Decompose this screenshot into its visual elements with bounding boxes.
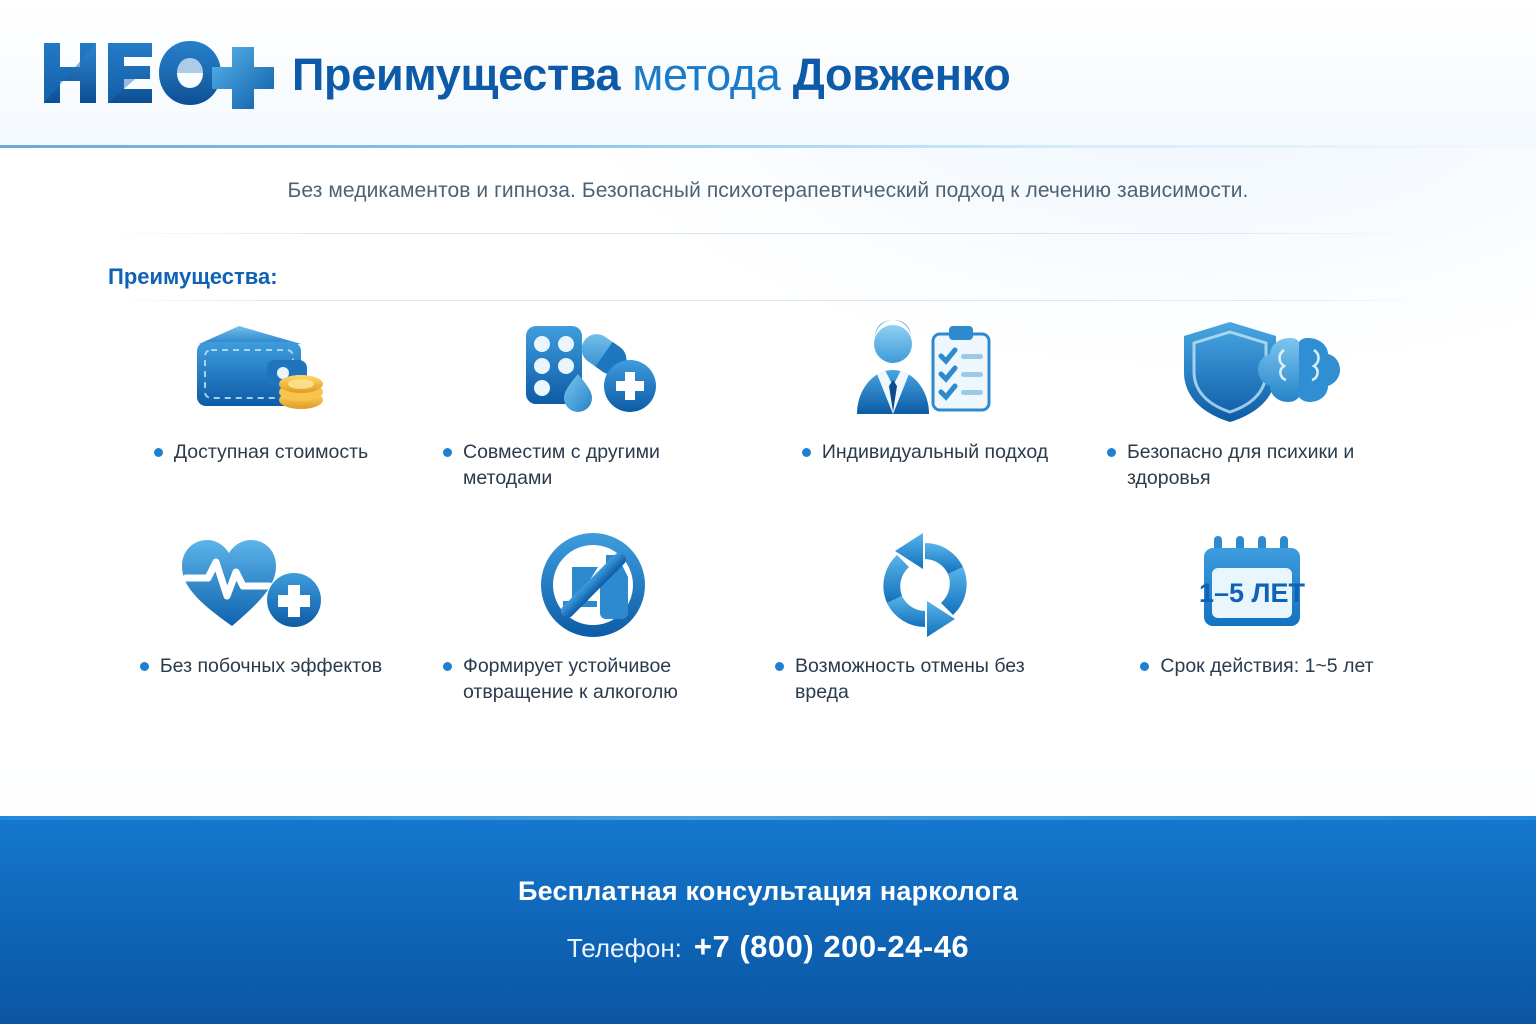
subtitle-section bbox=[0, 148, 1536, 234]
heart-pulse-plus-icon bbox=[176, 526, 346, 644]
page-title-part2: метода bbox=[632, 48, 781, 100]
benefit-item bbox=[759, 526, 1091, 726]
benefit-label: Индивидуальный подход bbox=[821, 441, 1049, 463]
benefits-grid bbox=[95, 312, 1425, 726]
benefit-label: Срок действия: 1~5 лет bbox=[1160, 655, 1374, 677]
brand-logo bbox=[38, 37, 276, 111]
bullet-icon bbox=[1140, 662, 1149, 671]
bullet-icon bbox=[443, 662, 452, 671]
benefit-label-wrap bbox=[802, 440, 1048, 466]
benefit-item bbox=[427, 526, 759, 726]
subtitle-text: Без медикаментов и гипноза. Безопасный психотерапевтический подход к лечению зависимости. bbox=[287, 179, 1249, 202]
footer-cta bbox=[0, 816, 1536, 1024]
benefit-label: Формирует устойчивое отвращение к алкоголю bbox=[463, 655, 678, 703]
calendar-badge-text: 1–5 ЛЕТ bbox=[1199, 578, 1305, 608]
doctor-checklist-icon bbox=[845, 312, 1005, 430]
no-alcohol-icon bbox=[528, 526, 658, 644]
benefit-item bbox=[1091, 312, 1423, 512]
benefit-item bbox=[95, 526, 427, 726]
header bbox=[0, 0, 1536, 148]
benefit-label-wrap bbox=[140, 654, 382, 680]
section-divider bbox=[108, 300, 1428, 301]
subtitle-divider bbox=[100, 233, 1436, 234]
page-title-part3: Довженко bbox=[792, 48, 1011, 100]
page-title bbox=[292, 48, 1011, 100]
bullet-icon bbox=[802, 448, 811, 457]
bullet-icon bbox=[140, 662, 149, 671]
pills-capsule-plus-icon bbox=[508, 312, 678, 430]
phone-label: Телефон: bbox=[566, 932, 682, 963]
benefit-label: Безопасно для психики и здоровья bbox=[1127, 441, 1355, 489]
benefit-item bbox=[427, 312, 759, 512]
benefit-item bbox=[95, 312, 427, 512]
section-heading: Преимущества: bbox=[108, 264, 278, 289]
benefit-label: Возможность отмены без вреда bbox=[795, 655, 1025, 703]
benefit-label: Доступная стоимость bbox=[173, 441, 369, 463]
calendar-term-icon bbox=[1182, 526, 1332, 644]
benefit-label-wrap bbox=[154, 440, 368, 466]
bullet-icon bbox=[1107, 448, 1116, 457]
benefit-label: Без побочных эффектов bbox=[159, 655, 383, 677]
benefit-label-wrap bbox=[1140, 654, 1373, 680]
wallet-coins-icon bbox=[181, 312, 341, 430]
bullet-icon bbox=[775, 662, 784, 671]
benefit-label-wrap bbox=[1107, 440, 1407, 491]
bullet-icon bbox=[443, 448, 452, 457]
shield-brain-icon bbox=[1172, 312, 1342, 430]
benefit-label-wrap bbox=[443, 440, 743, 491]
benefit-label: Совместим с другими методами bbox=[463, 441, 660, 489]
footer-title: Бесплатная консультация нарколога bbox=[517, 875, 1018, 906]
benefit-item bbox=[759, 312, 1091, 512]
benefit-item bbox=[1091, 526, 1423, 726]
footer-phone-row bbox=[567, 929, 969, 965]
page-title-part1: Преимущества bbox=[292, 48, 621, 100]
refresh-arrows-icon bbox=[860, 526, 990, 644]
benefit-label-wrap bbox=[775, 654, 1075, 705]
bullet-icon bbox=[154, 448, 163, 457]
benefit-label-wrap bbox=[443, 654, 743, 705]
phone-number[interactable]: +7 (800) 200-24-46 bbox=[693, 928, 970, 964]
